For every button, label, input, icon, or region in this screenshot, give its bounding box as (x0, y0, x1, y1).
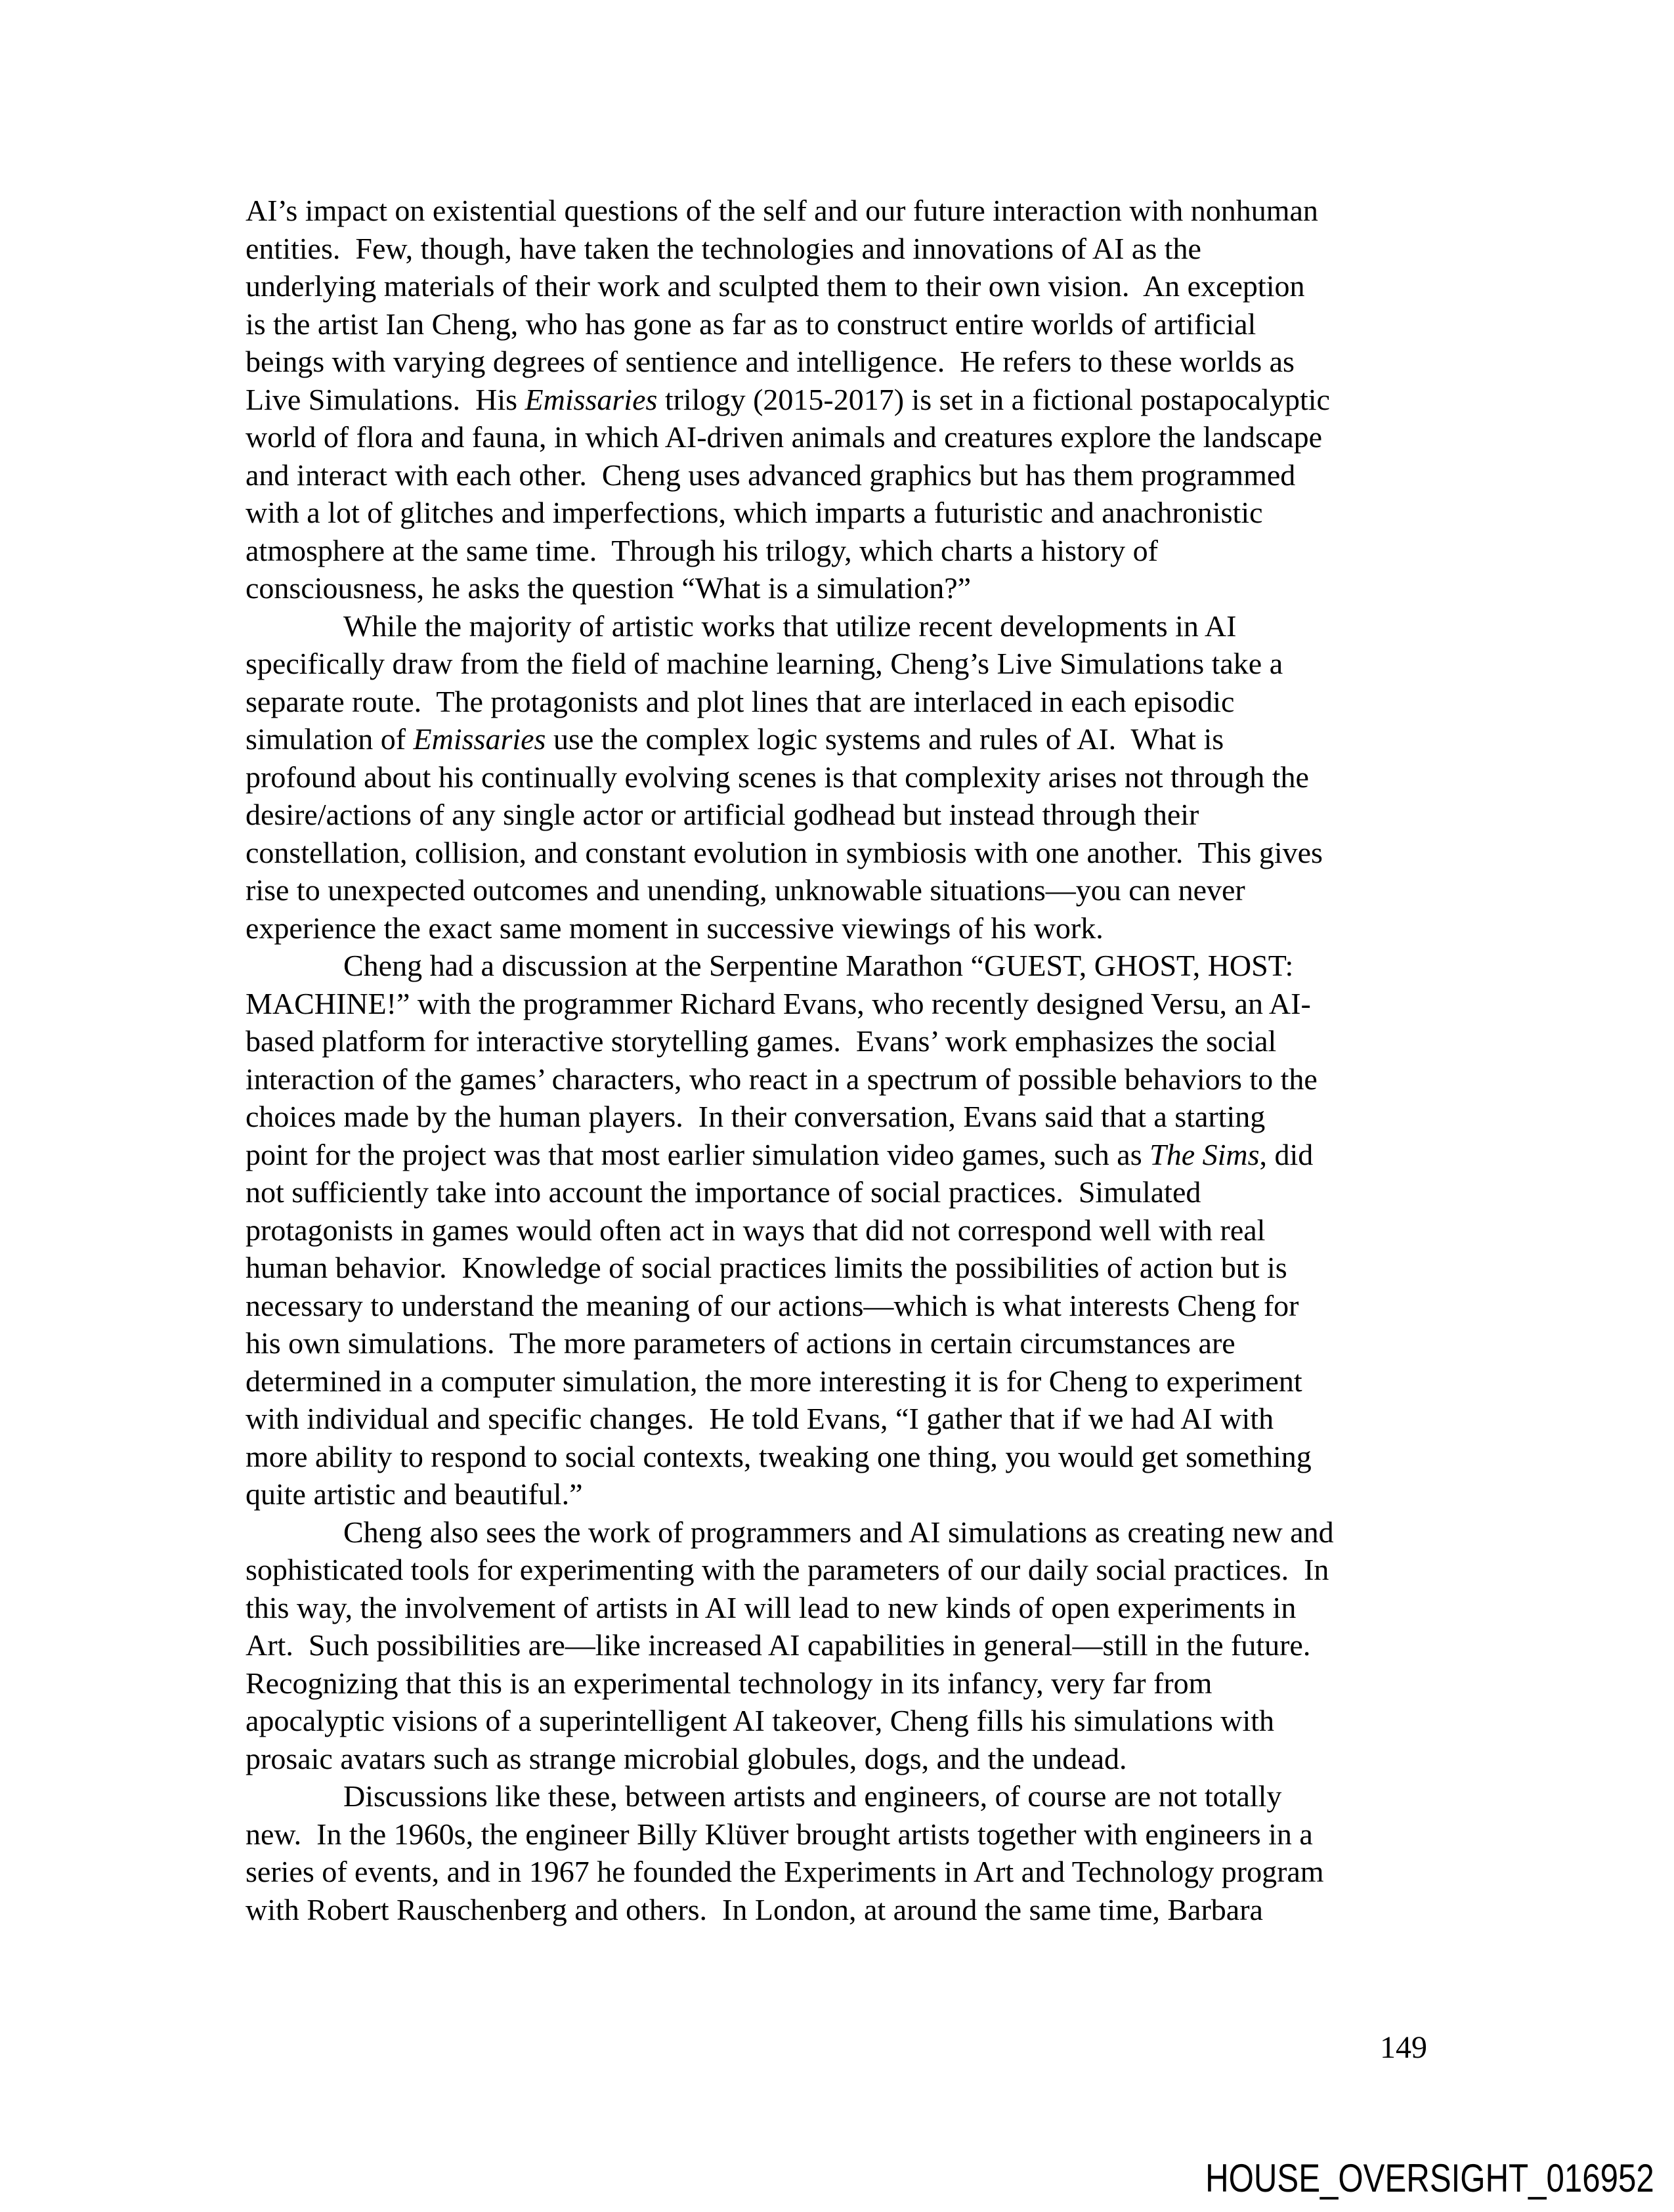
text-line: with a lot of glitches and imperfections, which imparts a futuristic and anachronistic (246, 496, 1263, 529)
text-line: rise to unexpected outcomes and unending, unknowable situations—you can never (246, 873, 1245, 907)
text-line: not sufficiently take into account the importance of social practices. Simulated (246, 1175, 1201, 1209)
text-line: AI’s impact on existential questions of the self and our future interaction with nonhuman (246, 194, 1318, 227)
body-text-block (246, 192, 1427, 1928)
text-line: necessary to understand the meaning of our actions—which is what interests Cheng for (246, 1288, 1299, 1322)
text-line: new. In the 1960s, the engineer Billy Klüver brought artists together with engineers in a (246, 1817, 1313, 1851)
text-line: experience the exact same moment in successive viewings of his work. (246, 911, 1104, 945)
text-line: and interact with each other. Cheng uses advanced graphics but has them programmed (246, 458, 1296, 492)
text-line: separate route. The protagonists and plot lines that are interlaced in each episodic (246, 684, 1235, 718)
text-line: quite artistic and beautiful.” (246, 1477, 583, 1511)
text-line: Discussions like these, between artists and engineers, of course are not totally (343, 1779, 1282, 1813)
text-line: Live Simulations. His Emissaries trilogy (2015-2017) is set in a fictional postapocalyptic (246, 382, 1330, 416)
text-line: point for the project was that most earlier simulation video games, such as The Sims, did (246, 1137, 1314, 1171)
text-line: sophisticated tools for experimenting with the parameters of our daily social practices. In (246, 1553, 1329, 1586)
text-line: MACHINE!” with the programmer Richard Evans, who recently designed Versu, an AI- (246, 986, 1311, 1020)
text-line: beings with varying degrees of sentience and intelligence. He refers to these worlds as (246, 345, 1295, 378)
text-line: his own simulations. The more parameters of actions in certain circumstances are (246, 1326, 1235, 1360)
text-line: based platform for interactive storytelling games. Evans’ work emphasizes the social (246, 1024, 1277, 1058)
text-line: desire/actions of any single actor or artificial godhead but instead through their (246, 798, 1199, 831)
text-line: more ability to respond to social contexts, tweaking one thing, you would get something (246, 1439, 1312, 1473)
text-line: underlying materials of their work and sculpted them to their own vision. An exception (246, 269, 1305, 303)
text-line: While the majority of artistic works that utilize recent developments in AI (343, 609, 1237, 643)
text-line: protagonists in games would often act in ways that did not correspond well with real (246, 1213, 1266, 1247)
text-line: is the artist Ian Cheng, who has gone as far as to construct entire worlds of artificial (246, 307, 1256, 341)
text-line: Recognizing that this is an experimental technology in its infancy, very far from (246, 1666, 1213, 1700)
text-line: atmosphere at the same time. Through his trilogy, which charts a history of (246, 533, 1158, 567)
text-line: Cheng had a discussion at the Serpentine Marathon “GUEST, GHOST, HOST: (343, 949, 1294, 982)
text-line: simulation of Emissaries use the complex logic systems and rules of AI. What is (246, 722, 1224, 756)
text-line: determined in a computer simulation, the more interesting it is for Cheng to experiment (246, 1364, 1302, 1398)
text-line: world of flora and fauna, in which AI-driven animals and creatures explore the landscape (246, 420, 1323, 454)
text-line: consciousness, he asks the question “What is a simulation?” (246, 571, 972, 605)
text-line: with individual and specific changes. He told Evans, “I gather that if we had AI with (246, 1402, 1274, 1435)
text-line: series of events, and in 1967 he founded the Experiments in Art and Technology program (246, 1855, 1324, 1888)
text-line: profound about his continually evolving scenes is that complexity arises not through the (246, 760, 1309, 794)
text-line: interaction of the games’ characters, who react in a spectrum of possible behaviors to the (246, 1062, 1318, 1096)
text-line: constellation, collision, and constant evolution in symbiosis with one another. This gives (246, 835, 1323, 869)
text-line: entities. Few, though, have taken the technologies and innovations of AI as the (246, 231, 1201, 265)
text-line: Art. Such possibilities are—like increased AI capabilities in general—still in the future. (246, 1628, 1311, 1662)
text-line: specifically draw from the field of machine learning, Cheng’s Live Simulations take a (246, 647, 1283, 680)
text-line: prosaic avatars such as strange microbial globules, dogs, and the undead. (246, 1741, 1127, 1775)
text-line: human behavior. Knowledge of social practices limits the possibilities of action but is (246, 1251, 1287, 1284)
text-line: apocalyptic visions of a superintelligent AI takeover, Cheng fills his simulations with (246, 1704, 1275, 1737)
text-line: Cheng also sees the work of programmers and AI simulations as creating new and (343, 1515, 1334, 1549)
page-number: 149 (1380, 2030, 1427, 2065)
text-line: choices made by the human players. In their conversation, Evans said that a starting (246, 1100, 1266, 1133)
text-line: with Robert Rauschenberg and others. In London, at around the same time, Barbara (246, 1892, 1263, 1926)
bates-stamp: HOUSE_OVERSIGHT_016952 (1205, 2156, 1654, 2200)
text-line: this way, the involvement of artists in AI will lead to new kinds of open experiments in (246, 1590, 1297, 1624)
